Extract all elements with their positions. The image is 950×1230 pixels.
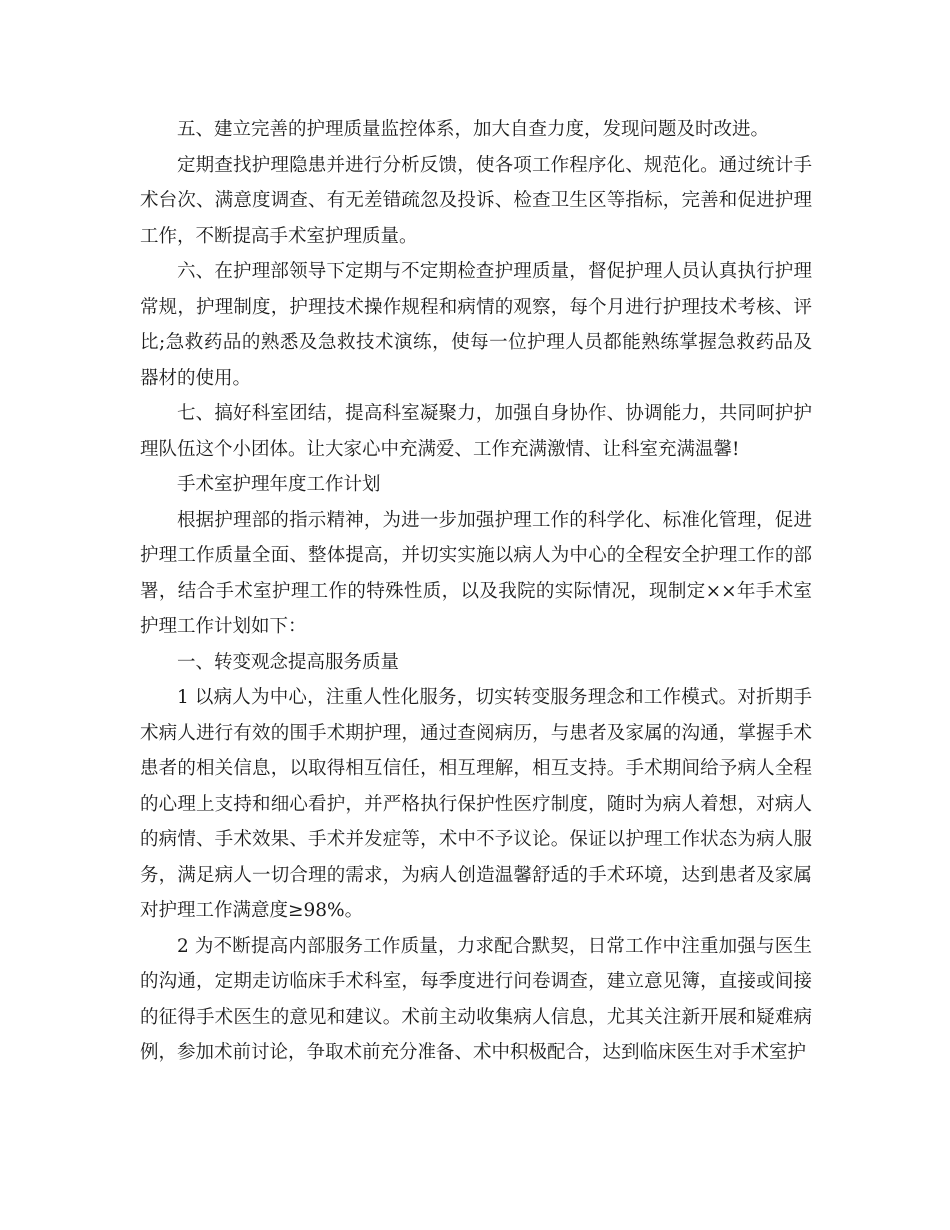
paragraph-item-one: 1 以病人为中心，注重人性化服务，切实转变服务理念和工作模式。对折期手术病人进行有效的围手术期护理，通过查阅病历，与患者及家属的沟通，掌握手术患者的相关信息，以取得相互信任，相互理解，相互支持。手术期间给予病人全程的心理上支持和细心看护，并严格执行保护性医疗制度，随时为病人着想，对病人的病情、手术效果、手术并发症等，术中不予议论。保证以护理工作状态为病人服务，满足病人一切合理的需求，为病人创造温馨舒适的手术环境，达到患者及家属对护理工作满意度≥98%。: [140, 687, 812, 921]
paragraph-section-five-heading: 五、建立完善的护理质量监控体系，加大自查力度，发现问题及时改进。: [177, 119, 770, 140]
document-body: [140, 112, 812, 1071]
paragraph-section-one-heading: 一、转变观念提高服务质量: [177, 651, 400, 673]
paragraph-hazard-review: 定期查找护理隐患并进行分析反馈，使各项工作程序化、规范化。通过统计手术台次、满意度调查、有无差错疏忽及投诉、检查卫生区等指标，完善和促进护理工作，不断提高手术室护理质量。: [140, 154, 812, 247]
plan-title: 手术室护理年度工作计划: [177, 474, 381, 495]
paragraph-item-two: 2 为不断提高内部服务工作质量，力求配合默契，日常工作中注重加强与医生的沟通，定期走访临床手术科室，每季度进行问卷调查，建立意见簿，直接或间接的征得手术医生的意见和建议。术前主动收集病人信息，尤其关注新开展和疑难病例，参加术前讨论，争取术前充分准备、术中积极配合，达到临床医生对手术室护: [140, 935, 812, 1063]
paragraph-section-six: 六、在护理部领导下定期与不定期检查护理质量，督促护理人员认真执行护理常规，护理制度，护理技术操作规程和病情的观察，每个月进行护理技术考核、评比;急救药品的熟悉及急救技术演练，使每一位护理人员都能熟练掌握急救药品及器材的使用。: [140, 261, 812, 389]
paragraph-plan-intro: 根据护理部的指示精神，为进一步加强护理工作的科学化、标准化管理，促进护理工作质量全面、整体提高，并切实实施以病人为中心的全程安全护理工作的部署，结合手术室护理工作的特殊性质，以及我院的实际情况，现制定××年手术室护理工作计划如下：: [140, 509, 812, 637]
paragraph-section-seven: 七、搞好科室团结，提高科室凝聚力，加强自身协作、协调能力，共同呵护护理队伍这个小团体。让大家心中充满爱、工作充满激情、让科室充满温馨!: [140, 403, 812, 460]
